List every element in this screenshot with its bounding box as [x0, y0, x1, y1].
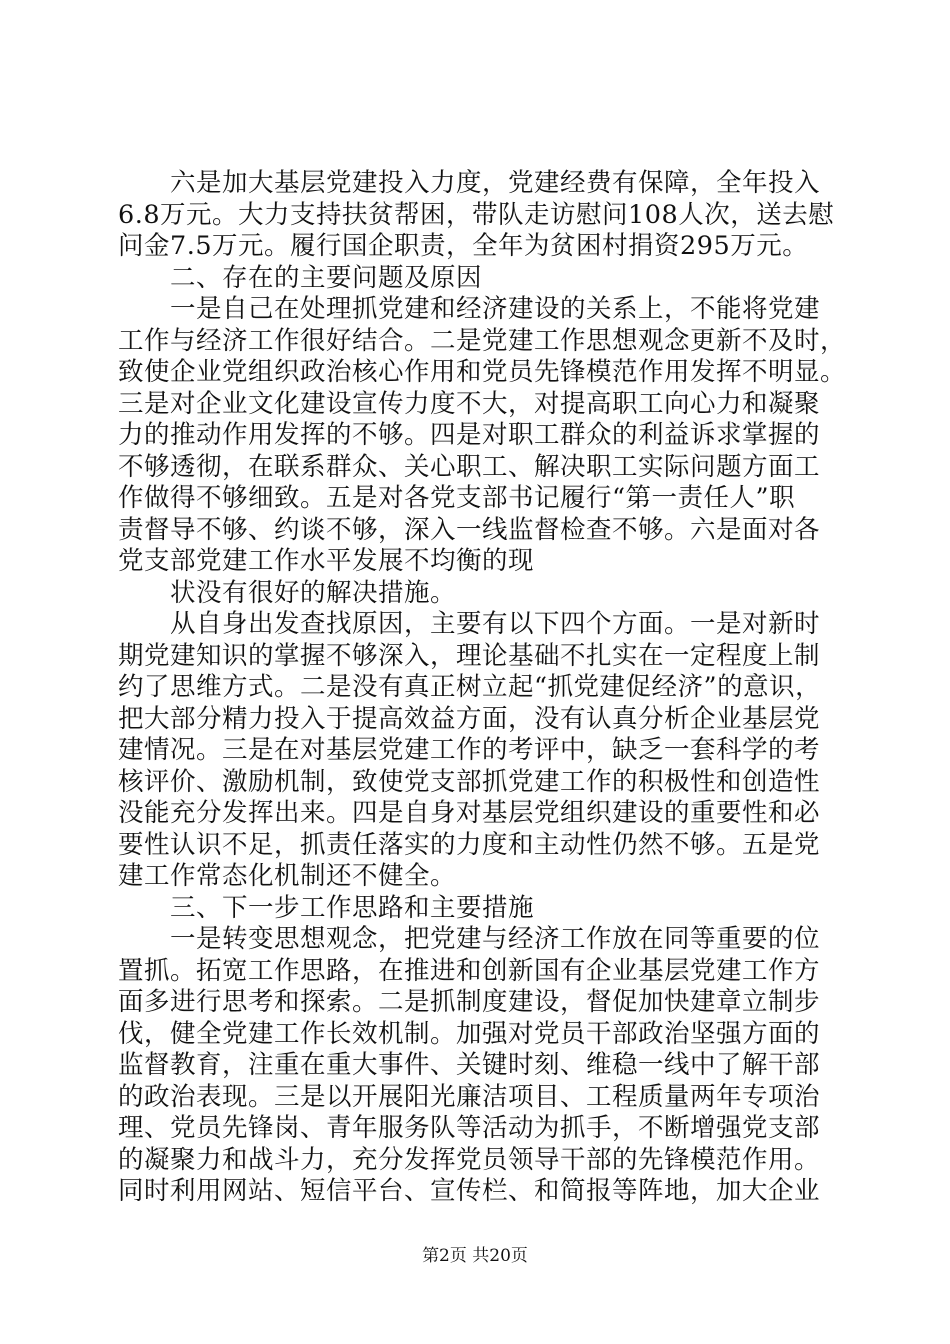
body-line: 党支部党建工作水平发展不均衡的现 [118, 546, 535, 576]
body-line: 监督教育，注重在重大事件、关键时刻、维稳一线中了解干部 [118, 1050, 821, 1080]
body-line: 一是转变思想观念，把党建与经济工作放在同等重要的位 [118, 924, 821, 954]
body-line: 六是加大基层党建投入力度，党建经费有保障，全年投入 [118, 168, 821, 198]
body-line: 约了思维方式。二是没有真正树立起“抓党建促经济”的意识， [118, 672, 822, 702]
body-line: 的凝聚力和战斗力，充分发挥党员领导干部的先锋模范作用。 [118, 1144, 821, 1175]
body-line: 建工作常态化机制还不健全。 [118, 861, 457, 891]
body-line: 6.8万元。大力支持扶贫帮困，带队走访慰问108人次，送去慰 [118, 199, 835, 230]
document-body [118, 168, 847, 1208]
body-line: 核评价、激励机制，致使党支部抓党建工作的积极性和创造性 [118, 766, 821, 797]
body-line: 问金7.5万元。履行国企职责，全年为贫困村捐资295万元。 [118, 231, 809, 261]
body-line: 从自身出发查找原因，主要有以下四个方面。一是对新时 [118, 609, 821, 639]
body-line: 状没有很好的解决措施。 [118, 577, 457, 608]
body-line: 同时利用网站、短信平台、宣传栏、和简报等阵地，加大企业 [118, 1176, 821, 1206]
body-line: 不够透彻，在联系群众、关心职工、解决职工实际问题方面工 [118, 451, 821, 482]
body-line: 置抓。拓宽工作思路，在推进和创新国有企业基层党建工作方 [118, 955, 821, 986]
body-line: 伐，健全党建工作长效机制。加强对党员干部政治坚强方面的 [118, 1018, 821, 1049]
body-line: 的政治表现。三是以开展阳光廉洁项目、工程质量两年专项治 [118, 1081, 821, 1112]
body-line: 作做得不够细致。五是对各党支部书记履行“第一责任人”职 [118, 483, 796, 513]
body-line: 三、下一步工作思路和主要措施 [118, 892, 535, 923]
body-line: 面多进行思考和探索。二是抓制度建设，督促加快建章立制步 [118, 987, 821, 1017]
body-line: 工作与经济工作很好结合。二是党建工作思想观念更新不及时， [118, 325, 847, 356]
body-line: 把大部分精力投入于提高效益方面，没有认真分析企业基层党 [118, 703, 821, 734]
page-footer: 第2页 共20页 [422, 1246, 528, 1266]
body-line: 致使企业党组织政治核心作用和党员先锋模范作用发挥不明显。 [118, 357, 847, 387]
body-line: 三是对企业文化建设宣传力度不大，对提高职工向心力和凝聚 [118, 388, 821, 419]
body-line: 期党建知识的掌握不够深入，理论基础不扎实在一定程度上制 [118, 640, 821, 671]
body-line: 理、党员先锋岗、青年服务队等活动为抓手，不断增强党支部 [118, 1113, 821, 1143]
body-line: 没能充分发挥出来。四是自身对基层党组织建设的重要性和必 [118, 798, 821, 828]
body-line: 要性认识不足，抓责任落实的力度和主动性仍然不够。五是党 [118, 829, 821, 860]
body-line: 一是自己在处理抓党建和经济建设的关系上，不能将党建 [118, 294, 821, 324]
body-line: 二、存在的主要问题及原因 [118, 262, 483, 293]
body-line: 建情况。三是在对基层党建工作的考评中，缺乏一套科学的考 [118, 735, 821, 765]
body-line: 力的推动作用发挥的不够。四是对职工群众的利益诉求掌握的 [118, 420, 821, 450]
body-line: 责督导不够、约谈不够，深入一线监督检查不够。六是面对各 [118, 514, 821, 545]
